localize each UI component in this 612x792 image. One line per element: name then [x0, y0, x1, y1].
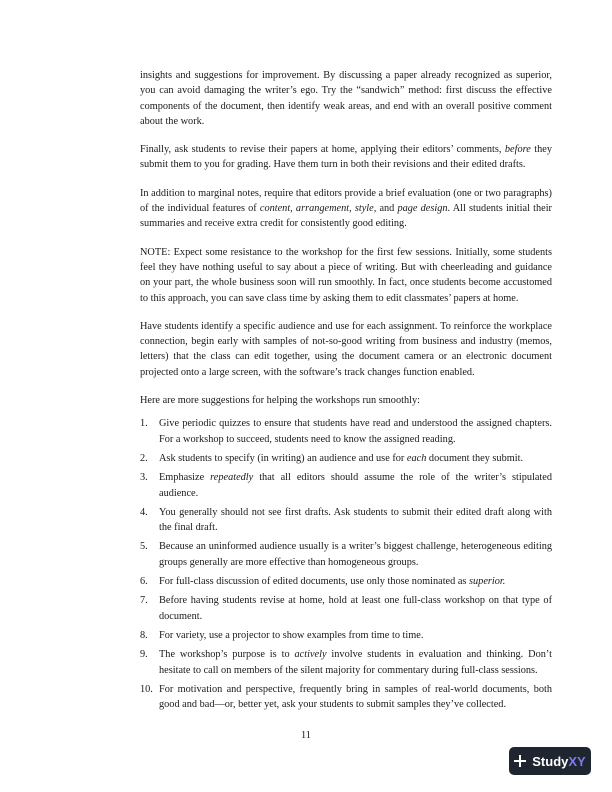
plus-icon: [514, 755, 526, 767]
text-run: . All students initial their summaries and receive extra credit for consistently good editing.: [140, 203, 552, 230]
page-number: 11: [301, 730, 311, 741]
list-item: [140, 647, 552, 678]
list-item: [140, 505, 552, 536]
list-number: 4.: [140, 506, 148, 518]
text-run: In addition to marginal notes, require that editors provide a brief evaluation (one or two paragraphs) of the individual features of: [140, 187, 552, 215]
studyxy-badge[interactable]: [509, 747, 591, 775]
text-run: For motivation and perspective, frequently bring in samples of real-world documents, both good and bad—or, better yet, ask your students to submit samples they’ve collected.: [159, 683, 552, 711]
emphasis: page design: [397, 203, 448, 215]
emphasis: content, arrangement, style,: [259, 203, 377, 215]
brand-word-1: Study: [532, 753, 569, 769]
list-number: 8.: [140, 629, 148, 641]
list-item: [140, 682, 552, 713]
paragraph-3: [140, 186, 552, 232]
text-run: they submit them to you for grading. Have them turn in both their revisions and their edited drafts.: [140, 144, 553, 171]
text-run: Because an uninformed audience usually is a writer’s biggest challenge, heterogeneous editing groups generally are more effective than homogeneous groups.: [159, 541, 552, 568]
text-run: For full-class discussion of edited documents, use only those nominated as: [159, 576, 470, 588]
list-number: 5.: [140, 541, 148, 553]
text-run: Emphasize: [159, 472, 211, 484]
list-item: [140, 470, 552, 501]
list-number: 6.: [140, 576, 148, 588]
emphasis: before: [504, 144, 531, 156]
text-run: Ask students to specify (in writing) an audience and use for: [159, 452, 407, 464]
list-number: 7.: [140, 595, 148, 607]
suggestions-list: [140, 416, 552, 712]
list-item: [140, 451, 552, 466]
list-item: [140, 574, 552, 589]
list-item: [140, 416, 552, 447]
list-intro: Here are more suggestions for helping the workshops run smoothly:: [140, 395, 420, 407]
list-number: 10.: [140, 683, 153, 695]
paragraph-2: [140, 142, 552, 173]
emphasis: actively: [294, 649, 327, 661]
list-number: 3.: [140, 472, 148, 484]
text-run: You generally should not see first drafts. Ask students to submit their edited draft along with the final draft.: [159, 506, 552, 534]
text-run: Finally, ask students to revise their papers at home, applying their editors’ comments,: [140, 144, 505, 156]
brand-word-2: XY: [568, 753, 586, 769]
document-body: [140, 68, 552, 716]
list-number: 1.: [140, 418, 148, 430]
text-run: document they submit.: [426, 452, 524, 464]
emphasis: each: [406, 452, 427, 464]
paragraph-5: Have students identify a specific audience and use for each assignment. To reinforce the workplace connection, begin early with samples of not-so-good writing from business and industry (memos, letters) that the class can edit together, using the document camera or an electronic document projected onto a large screen, with the software’s track changes function enabled.: [140, 320, 552, 378]
text-run: The workshop’s purpose is to: [159, 649, 295, 661]
emphasis: repeatedly: [210, 472, 254, 484]
paragraph-note: NOTE: Expect some resistance to the workshop for the first few sessions. Initially, some students feel they have nothing useful to say about a piece of writing. But with cheerleading and guidance on your part, the whole business soon will run smoothly. In fact, once students become accustomed to this approach, you can save class time by asking them to edit classmates’ papers at home.: [140, 246, 552, 304]
text-run: Before having students revise at home, hold at least one full-class workshop on that type of document.: [159, 595, 552, 622]
list-item: [140, 593, 552, 624]
text-run: that all editors should assume the role of the writer’s stipulated audience.: [159, 472, 553, 499]
text-run: For variety, use a projector to show examples from time to time.: [159, 629, 424, 641]
text-run: involve students in evaluation and thinking. Don’t hesitate to call on members of the silent majority for commentary during full-class sessions.: [159, 649, 552, 676]
list-number: 9.: [140, 649, 148, 661]
paragraph-1: insights and suggestions for improvement. By discussing a paper already recognized as superior, you can avoid damaging the writer’s ego. Try the “sandwich” method: first discuss the effective components of the document, then identify weak areas, and end with an overall positive comment about the work.: [140, 70, 552, 127]
list-item: [140, 539, 552, 570]
emphasis: superior.: [469, 576, 506, 588]
list-number: 2.: [140, 452, 148, 464]
text-run: and: [376, 203, 398, 215]
list-item: [140, 628, 552, 643]
text-run: Give periodic quizzes to ensure that students have read and understood the assigned chapters. For a workshop to succeed, students need to know the assigned reading.: [159, 418, 552, 445]
